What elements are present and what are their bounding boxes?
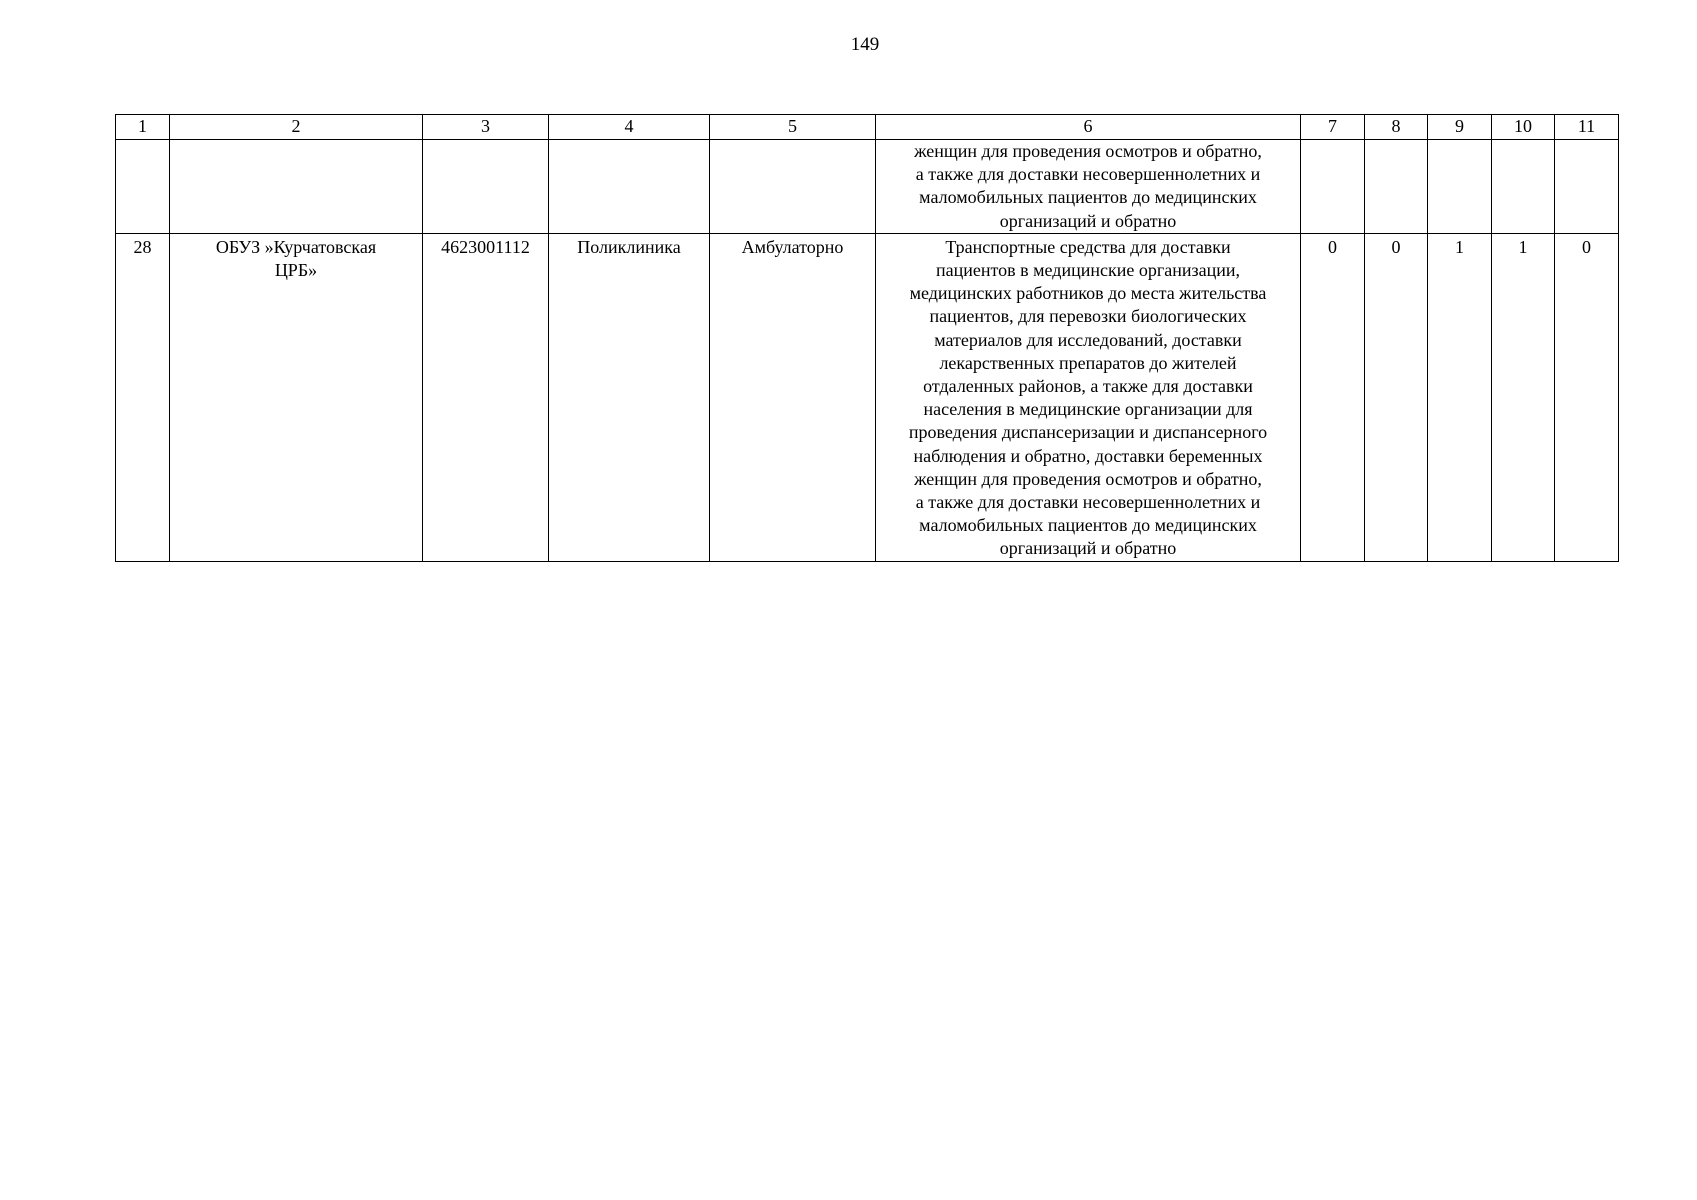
cell-col-7: 0 — [1301, 233, 1365, 561]
cell-col-8 — [1365, 140, 1428, 234]
cell-type: Поликлиника — [549, 233, 710, 561]
cell-mode: Амбулаторно — [710, 233, 876, 561]
cell-col-10 — [1492, 140, 1555, 234]
desc-line: материалов для исследований, доставки — [934, 329, 1242, 350]
cell-col-10: 1 — [1492, 233, 1555, 561]
desc-line: проведения диспансеризации и диспансерного — [908, 422, 1268, 443]
cell-num: 28 — [116, 233, 170, 561]
desc-line: а также для доставки несовершеннолетних и — [915, 164, 1261, 185]
desc-line: медицинских работников до места жительства — [909, 283, 1267, 304]
desc-line: маломобильных пациентов до медицинских — [919, 187, 1257, 208]
header-col-2: 2 — [170, 115, 423, 140]
org-line: ЦРБ» — [274, 260, 318, 281]
header-col-4: 4 — [549, 115, 710, 140]
cell-org — [170, 233, 423, 561]
header-col-6: 6 — [876, 115, 1301, 140]
header-col-10: 10 — [1492, 115, 1555, 140]
table-row — [116, 233, 1619, 561]
cell-inn: 4623001112 — [423, 233, 549, 561]
header-col-3: 3 — [423, 115, 549, 140]
desc-line: организаций и обратно — [999, 538, 1177, 559]
desc-line: населения в медицинские организации для — [923, 399, 1253, 420]
desc-line: наблюдения и обратно, доставки беременных — [913, 445, 1263, 466]
desc-line: маломобильных пациентов до медицинских — [919, 515, 1257, 536]
cell-description — [876, 140, 1301, 234]
cell-col-11: 0 — [1555, 233, 1619, 561]
header-col-1: 1 — [116, 115, 170, 140]
cell-mode — [710, 140, 876, 234]
desc-line: лекарственных препаратов до жителей — [939, 352, 1237, 373]
desc-line: пациентов в медицинские организации, — [936, 260, 1240, 281]
cell-inn — [423, 140, 549, 234]
page-number: 149 — [850, 34, 880, 55]
cell-col-9 — [1428, 140, 1492, 234]
header-col-8: 8 — [1365, 115, 1428, 140]
cell-col-11 — [1555, 140, 1619, 234]
cell-col-7 — [1301, 140, 1365, 234]
header-col-9: 9 — [1428, 115, 1492, 140]
data-table — [115, 114, 1619, 562]
header-col-5: 5 — [710, 115, 876, 140]
cell-type — [549, 140, 710, 234]
cell-description — [876, 233, 1301, 561]
desc-line: а также для доставки несовершеннолетних и — [915, 492, 1261, 513]
header-row — [116, 115, 1619, 140]
desc-line: женщин для проведения осмотров и обратно, — [914, 141, 1262, 161]
cell-col-9: 1 — [1428, 233, 1492, 561]
header-col-11: 11 — [1555, 115, 1619, 140]
desc-line: Транспортные средства для доставки — [945, 236, 1231, 257]
desc-line: пациентов, для перевозки биологических — [929, 306, 1247, 327]
cell-num — [116, 140, 170, 234]
org-line: ОБУЗ »Курчатовская — [215, 236, 377, 257]
desc-line: организаций и обратно — [999, 210, 1177, 231]
cell-org — [170, 140, 423, 234]
cell-col-8: 0 — [1365, 233, 1428, 561]
desc-line: отдаленных районов, а также для доставки — [923, 376, 1253, 397]
header-col-7: 7 — [1301, 115, 1365, 140]
table-row — [116, 140, 1619, 234]
desc-line: женщин для проведения осмотров и обратно, — [914, 468, 1262, 489]
